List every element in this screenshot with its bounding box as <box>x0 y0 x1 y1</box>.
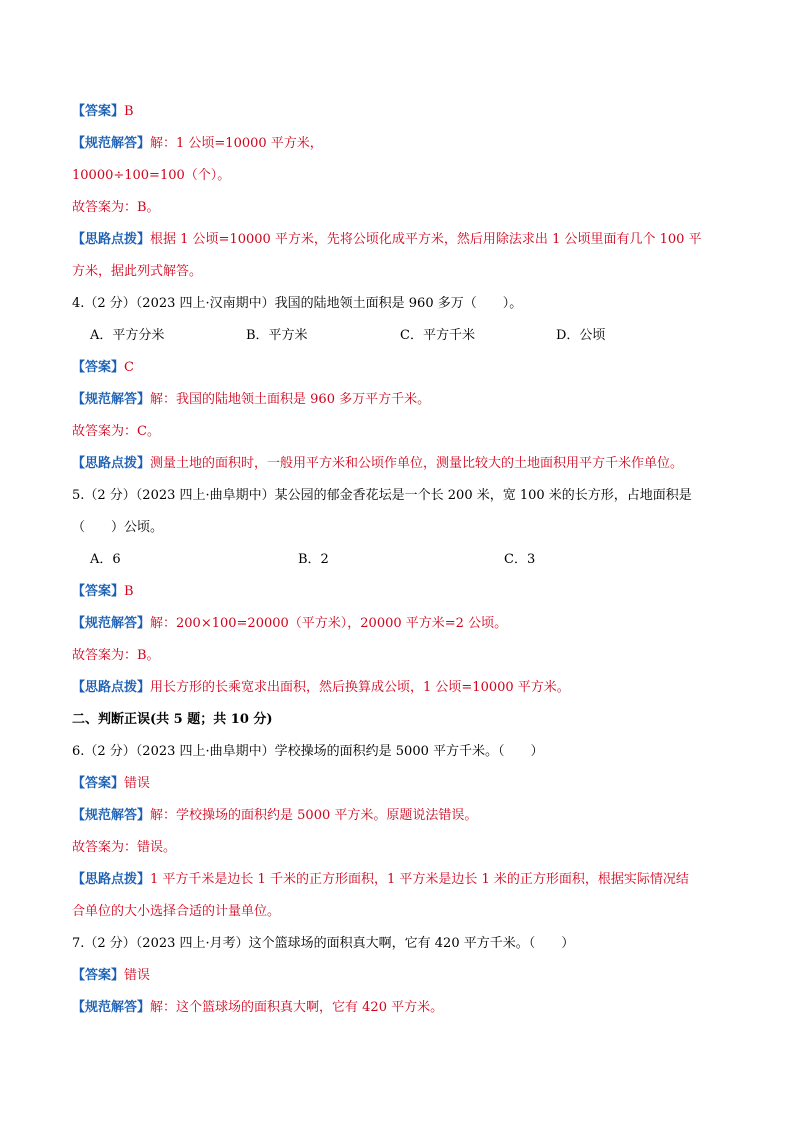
q5-conclusion: 故答案为：B。 <box>72 648 160 663</box>
q4-option-c: C．平方千米 <box>400 328 475 343</box>
q5-answer-line <box>72 584 134 600</box>
q6-hint-2: 合单位的大小选择合适的计量单位。 <box>72 904 281 919</box>
answer-label: 【答案】 <box>72 776 125 791</box>
q3-solution-line <box>72 136 323 152</box>
q5-stem-1: 5.（2 分）（2023 四上·曲阜期中）某公园的郁金香花坛是一个长 200 米，宽 100 米的长方形，占地面积是 <box>72 488 692 503</box>
q5-solution-line <box>72 616 507 632</box>
q5-hint: 用长方形的长乘宽求出面积，然后换算成公顷，1 公顷=10000 平方米。 <box>150 680 570 695</box>
q7-stem: 7.（2 分）（2023 四上·月考）这个篮球场的面积真大啊，它有 420 平方千米。（ ） <box>72 936 575 951</box>
answer-label: 【答案】 <box>72 360 125 375</box>
answer-label: 【答案】 <box>72 968 125 983</box>
q3-answer: B <box>124 104 134 119</box>
q4-solution: 解：我国的陆地领土面积是 960 多万平方千米。 <box>150 392 431 407</box>
answer-label: 【答案】 <box>72 104 125 119</box>
hint-label: 【思路点拨】 <box>72 456 151 471</box>
q4-stem: 4.（2 分）（2023 四上·汉南期中）我国的陆地领土面积是 960 多万（ ）。 <box>72 296 523 311</box>
q6-solution-line <box>72 808 477 824</box>
q5-stem-2: （ ）公顷。 <box>72 520 164 535</box>
q4-answer: C <box>124 360 134 375</box>
q3-solution-2: 10000÷100=100（个）。 <box>72 168 231 183</box>
q7-solution-line <box>72 1000 443 1016</box>
q6-answer: 错误 <box>124 776 151 791</box>
q5-option-c: C．3 <box>504 552 536 567</box>
q4-answer-line <box>72 360 134 376</box>
q7-answer: 错误 <box>124 968 151 983</box>
hint-label: 【思路点拨】 <box>72 232 151 247</box>
q4-option-b: B．平方米 <box>246 328 308 343</box>
solution-label: 【规范解答】 <box>72 808 151 823</box>
q5-option-b: B．2 <box>298 552 329 567</box>
q4-solution-line <box>72 392 430 408</box>
q6-solution: 解：学校操场的面积约是 5000 平方米。原题说法错误。 <box>150 808 478 823</box>
q3-solution-1: 解：1 公顷=10000 平方米， <box>150 136 323 151</box>
q7-solution: 解：这个篮球场的面积真大啊，它有 420 平方米。 <box>150 1000 444 1015</box>
q3-hint-line <box>72 232 702 248</box>
solution-label: 【规范解答】 <box>72 1000 151 1015</box>
q7-answer-line <box>72 968 150 984</box>
q4-hint-line <box>72 456 683 472</box>
q5-solution: 解：200×100=20000（平方米），20000 平方米=2 公顷。 <box>150 616 508 631</box>
answer-label: 【答案】 <box>72 584 125 599</box>
q3-answer-line <box>72 104 134 120</box>
q4-conclusion: 故答案为：C。 <box>72 424 160 439</box>
q4-option-d: D．公顷 <box>556 328 606 343</box>
q3-hint-1: 根据 1 公顷=10000 平方米，先将公顷化成平方米，然后用除法求出 1 公顷里面有几个 100 平 <box>150 232 702 247</box>
q6-conclusion: 故答案为：错误。 <box>72 840 177 855</box>
q6-answer-line <box>72 776 150 792</box>
q5-hint-line <box>72 680 570 696</box>
section-title: 二、判断正误(共 5 题；共 10 分) <box>72 712 273 727</box>
q6-hint-line <box>72 872 689 888</box>
q5-option-a: A．6 <box>90 552 121 567</box>
q4-option-a: A．平方分米 <box>90 328 165 343</box>
q3-hint-2: 方米，据此列式解答。 <box>72 264 203 279</box>
q4-hint: 测量土地的面积时，一般用平方米和公顷作单位，测量比较大的土地面积用平方千米作单位。 <box>150 456 684 471</box>
q3-conclusion: 故答案为：B。 <box>72 200 160 215</box>
hint-label: 【思路点拨】 <box>72 680 151 695</box>
hint-label: 【思路点拨】 <box>72 872 151 887</box>
solution-label: 【规范解答】 <box>72 392 151 407</box>
q6-hint-1: 1 平方千米是边长 1 千米的正方形面积，1 平方米是边长 1 米的正方形面积，根据实际情况结 <box>150 872 689 887</box>
q5-answer: B <box>124 584 134 599</box>
solution-label: 【规范解答】 <box>72 616 151 631</box>
solution-label: 【规范解答】 <box>72 136 151 151</box>
q6-stem: 6.（2 分）（2023 四上·曲阜期中）学校操场的面积约是 5000 平方千米。（ ） <box>72 744 544 759</box>
